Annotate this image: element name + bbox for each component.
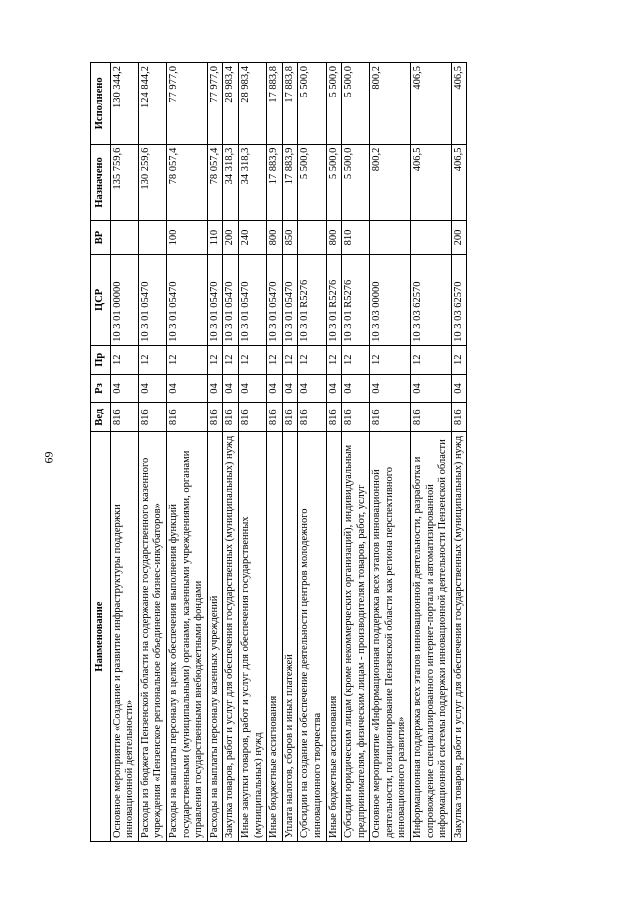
header-ved: Вед xyxy=(91,403,111,432)
cell-pr: 12 xyxy=(166,345,207,374)
cell-name: Закупка товаров, работ и услуг для обеспечения государственных (муниципальных) нужд xyxy=(451,432,467,842)
cell-pr: 12 xyxy=(267,345,283,374)
cell-executed: 28 983,4 xyxy=(238,63,266,145)
cell-ved: 816 xyxy=(298,403,326,432)
cell-vr: 110 xyxy=(207,221,223,255)
cell-pr: 12 xyxy=(282,345,298,374)
cell-csr: 10 3 01 05470 xyxy=(267,254,283,345)
cell-assigned: 800,2 xyxy=(370,144,411,221)
cell-assigned: 5 500,0 xyxy=(298,144,326,221)
cell-vr xyxy=(411,221,452,255)
cell-vr xyxy=(370,221,411,255)
cell-rz: 04 xyxy=(223,374,239,403)
table-row xyxy=(282,63,298,842)
table-row xyxy=(298,63,326,842)
cell-name: Расходы из бюджета Пензенской области на содержание государственного казенного учреждения «Пензенское региональное объединение бизнес-инкубаторов» xyxy=(138,432,166,842)
cell-rz: 04 xyxy=(207,374,223,403)
cell-name: Иные бюджетные ассигнования xyxy=(267,432,283,842)
cell-csr: 10 3 01 R5276 xyxy=(342,254,370,345)
header-csr: ЦСР xyxy=(91,254,111,345)
table-row xyxy=(370,63,411,842)
cell-rz: 04 xyxy=(451,374,467,403)
budget-table xyxy=(90,62,467,842)
cell-ved: 816 xyxy=(451,403,467,432)
cell-vr: 200 xyxy=(223,221,239,255)
cell-executed: 5 500,0 xyxy=(342,63,370,145)
cell-assigned: 5 500,0 xyxy=(326,144,342,221)
cell-ved: 816 xyxy=(342,403,370,432)
header-rz: Рз xyxy=(91,374,111,403)
cell-pr: 12 xyxy=(110,345,138,374)
cell-rz: 04 xyxy=(411,374,452,403)
cell-assigned: 406,5 xyxy=(451,144,467,221)
cell-pr: 12 xyxy=(411,345,452,374)
cell-ved: 816 xyxy=(223,403,239,432)
cell-ved: 816 xyxy=(238,403,266,432)
cell-executed: 77 977,0 xyxy=(207,63,223,145)
cell-assigned: 78 057,4 xyxy=(166,144,207,221)
cell-csr: 10 3 03 62570 xyxy=(451,254,467,345)
cell-csr: 10 3 01 R5276 xyxy=(298,254,326,345)
cell-assigned: 34 318,3 xyxy=(223,144,239,221)
table-row xyxy=(223,63,239,842)
table-row xyxy=(238,63,266,842)
table-row xyxy=(207,63,223,842)
cell-executed: 130 344,2 xyxy=(110,63,138,145)
cell-csr: 10 3 03 62570 xyxy=(411,254,452,345)
cell-pr: 12 xyxy=(326,345,342,374)
cell-executed: 124 844,2 xyxy=(138,63,166,145)
table-header-row xyxy=(91,63,111,842)
header-name: Наименование xyxy=(91,432,111,842)
cell-csr: 10 3 01 05470 xyxy=(238,254,266,345)
cell-name: Расходы на выплаты персоналу казенных учреждений xyxy=(207,432,223,842)
cell-rz: 04 xyxy=(138,374,166,403)
cell-name: Иные бюджетные ассигнования xyxy=(326,432,342,842)
cell-ved: 816 xyxy=(138,403,166,432)
cell-vr: 800 xyxy=(267,221,283,255)
cell-executed: 17 883,8 xyxy=(282,63,298,145)
cell-assigned: 135 759,6 xyxy=(110,144,138,221)
cell-executed: 5 500,0 xyxy=(298,63,326,145)
cell-pr: 12 xyxy=(298,345,326,374)
cell-executed: 17 883,8 xyxy=(267,63,283,145)
cell-rz: 04 xyxy=(166,374,207,403)
table-row xyxy=(411,63,452,842)
cell-csr: 10 3 01 00000 xyxy=(110,254,138,345)
cell-ved: 816 xyxy=(166,403,207,432)
cell-pr: 12 xyxy=(207,345,223,374)
cell-rz: 04 xyxy=(110,374,138,403)
cell-name: Уплата налогов, сборов и иных платежей xyxy=(282,432,298,842)
cell-csr: 10 3 01 05470 xyxy=(282,254,298,345)
page-number: 69 xyxy=(41,451,56,464)
cell-csr: 10 3 01 05470 xyxy=(166,254,207,345)
cell-ved: 816 xyxy=(326,403,342,432)
table-body xyxy=(110,63,467,842)
cell-ved: 816 xyxy=(207,403,223,432)
cell-pr: 12 xyxy=(138,345,166,374)
cell-rz: 04 xyxy=(370,374,411,403)
cell-rz: 04 xyxy=(342,374,370,403)
cell-vr xyxy=(110,221,138,255)
cell-vr xyxy=(138,221,166,255)
cell-vr xyxy=(298,221,326,255)
cell-assigned: 17 883,9 xyxy=(282,144,298,221)
cell-rz: 04 xyxy=(326,374,342,403)
table-row xyxy=(166,63,207,842)
cell-assigned: 78 057,4 xyxy=(207,144,223,221)
cell-pr: 12 xyxy=(238,345,266,374)
table-row xyxy=(326,63,342,842)
cell-csr: 10 3 01 R5276 xyxy=(326,254,342,345)
header-pr: Пр xyxy=(91,345,111,374)
cell-executed: 406,5 xyxy=(451,63,467,145)
table-row xyxy=(138,63,166,842)
cell-vr: 850 xyxy=(282,221,298,255)
cell-rz: 04 xyxy=(267,374,283,403)
cell-name: Иные закупки товаров, работ и услуг для обеспечения государственных (муниципальных) нужд xyxy=(238,432,266,842)
cell-ved: 816 xyxy=(282,403,298,432)
cell-ved: 816 xyxy=(110,403,138,432)
cell-assigned: 406,5 xyxy=(411,144,452,221)
cell-name: Субсидии на создание и обеспечение деятельности центров молодежного инновационного творчества xyxy=(298,432,326,842)
cell-pr: 12 xyxy=(342,345,370,374)
cell-ved: 816 xyxy=(411,403,452,432)
table-row xyxy=(342,63,370,842)
document-page xyxy=(90,62,564,842)
cell-csr: 10 3 03 00000 xyxy=(370,254,411,345)
cell-vr: 800 xyxy=(326,221,342,255)
table-row xyxy=(267,63,283,842)
cell-executed: 5 500,0 xyxy=(326,63,342,145)
cell-executed: 28 983,4 xyxy=(223,63,239,145)
cell-name: Основное мероприятие «Информационная поддержка всех этапов инновационной деятельности, позиционирование Пензенской области как региона перспективного инновационного развития» xyxy=(370,432,411,842)
cell-ved: 816 xyxy=(267,403,283,432)
cell-name: Субсидии юридическим лицам (кроме некоммерческих организаций), индивидуальным предпринимателям, физическим лицам - производителям товаров, работ, услуг xyxy=(342,432,370,842)
cell-vr: 810 xyxy=(342,221,370,255)
header-assigned: Назначено xyxy=(91,144,111,221)
cell-executed: 77 977,0 xyxy=(166,63,207,145)
cell-pr: 12 xyxy=(370,345,411,374)
cell-vr: 100 xyxy=(166,221,207,255)
cell-csr: 10 3 01 05470 xyxy=(138,254,166,345)
table-row xyxy=(451,63,467,842)
cell-name: Расходы на выплаты персоналу в целях обеспечения выполнения функций государственными (муниципальными) органами, казенными учреждениями, органами управления государственными внебюджетными фондами xyxy=(166,432,207,842)
cell-vr: 200 xyxy=(451,221,467,255)
cell-rz: 04 xyxy=(282,374,298,403)
cell-ved: 816 xyxy=(370,403,411,432)
cell-csr: 10 3 01 05470 xyxy=(207,254,223,345)
cell-executed: 800,2 xyxy=(370,63,411,145)
cell-assigned: 5 500,0 xyxy=(342,144,370,221)
cell-name: Закупка товаров, работ и услуг для обеспечения государственных (муниципальных) нужд xyxy=(223,432,239,842)
cell-rz: 04 xyxy=(238,374,266,403)
cell-csr: 10 3 01 05470 xyxy=(223,254,239,345)
cell-name: Информационная поддержка всех этапов инновационной деятельности, разработка и сопровождение специализированного интернет-портала и автоматизированной информационной системы поддержки инновационной деятельности Пензенской области xyxy=(411,432,452,842)
cell-executed: 406,5 xyxy=(411,63,452,145)
cell-vr: 240 xyxy=(238,221,266,255)
cell-name: Основное мероприятие «Создание и развитие инфраструктуры поддержки инновационной деятельности» xyxy=(110,432,138,842)
header-vr: ВР xyxy=(91,221,111,255)
cell-assigned: 130 259,6 xyxy=(138,144,166,221)
cell-assigned: 34 318,3 xyxy=(238,144,266,221)
cell-pr: 12 xyxy=(223,345,239,374)
cell-assigned: 17 883,9 xyxy=(267,144,283,221)
cell-rz: 04 xyxy=(298,374,326,403)
header-executed: Исполнено xyxy=(91,63,111,145)
table-row xyxy=(110,63,138,842)
rotated-table-container xyxy=(90,62,564,842)
cell-pr: 12 xyxy=(451,345,467,374)
